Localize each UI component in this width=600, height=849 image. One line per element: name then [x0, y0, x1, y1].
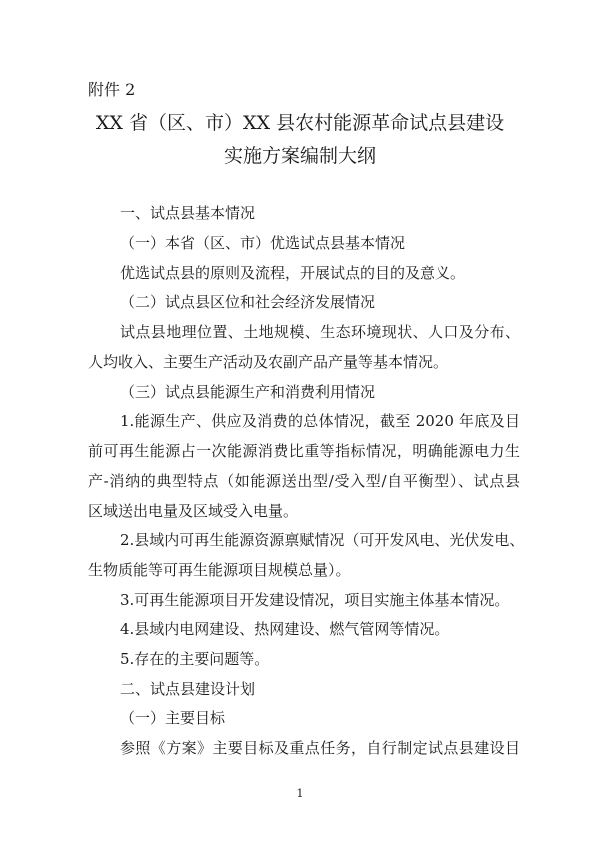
subsection-heading: （二）试点县区位和社会经济发展情况: [120, 293, 376, 311]
body-text-line: 优选试点县的原则及流程，开展试点的目的及意义。: [120, 264, 466, 282]
body-text-line: 区域送出电量及区域受入电量。: [88, 502, 299, 520]
subsection-heading: （三）试点县能源生产和消费利用情况: [120, 383, 376, 401]
body-text-line: 前可再生能源占一次能源消费比重等指标情况，明确能源电力生: [88, 442, 520, 460]
subsection-heading: （一）主要目标: [120, 709, 226, 727]
body-text-line: 2.县域内可再生能源资源禀赋情况（可开发风电、光伏发电、: [120, 531, 525, 549]
section-heading: 二、试点县建设计划: [120, 680, 256, 698]
document-title-line-1: XX 省（区、市）XX 县农村能源革命试点县建设: [95, 112, 505, 134]
body-text-line: 参照《方案》主要目标及重点任务，自行制定试点县建设目: [120, 739, 520, 757]
page-number: 1: [296, 787, 304, 800]
body-text-line: 4.县域内电网建设、热网建设、燃气管网等情况。: [120, 620, 450, 638]
body-text-line: 产-消纳的典型特点（如能源送出型/受入型/自平衡型）、试点县: [88, 472, 520, 490]
document-title-line-2: 实施方案编制大纲: [223, 145, 376, 167]
body-text-line: 1.能源生产、供应及消费的总体情况，截至 2020 年底及目: [120, 412, 520, 430]
section-heading: 一、试点县基本情况: [120, 204, 256, 222]
subsection-heading: （一）本省（区、市）优选试点县基本情况: [120, 234, 406, 252]
body-text-line: 3.可再生能源项目开发建设情况，项目实施主体基本情况。: [120, 591, 510, 609]
attachment-label: 附件 2: [88, 80, 136, 99]
body-text-line: 人均收入、主要生产活动及农副产品产量等基本情况。: [88, 353, 449, 371]
body-text-line: 生物质能等可再生能源项目规模总量）。: [88, 561, 351, 579]
body-text-line: 5.存在的主要问题等。: [120, 650, 270, 668]
body-text-line: 试点县地理位置、土地规模、生态环境现状、人口及分布、: [120, 323, 520, 341]
